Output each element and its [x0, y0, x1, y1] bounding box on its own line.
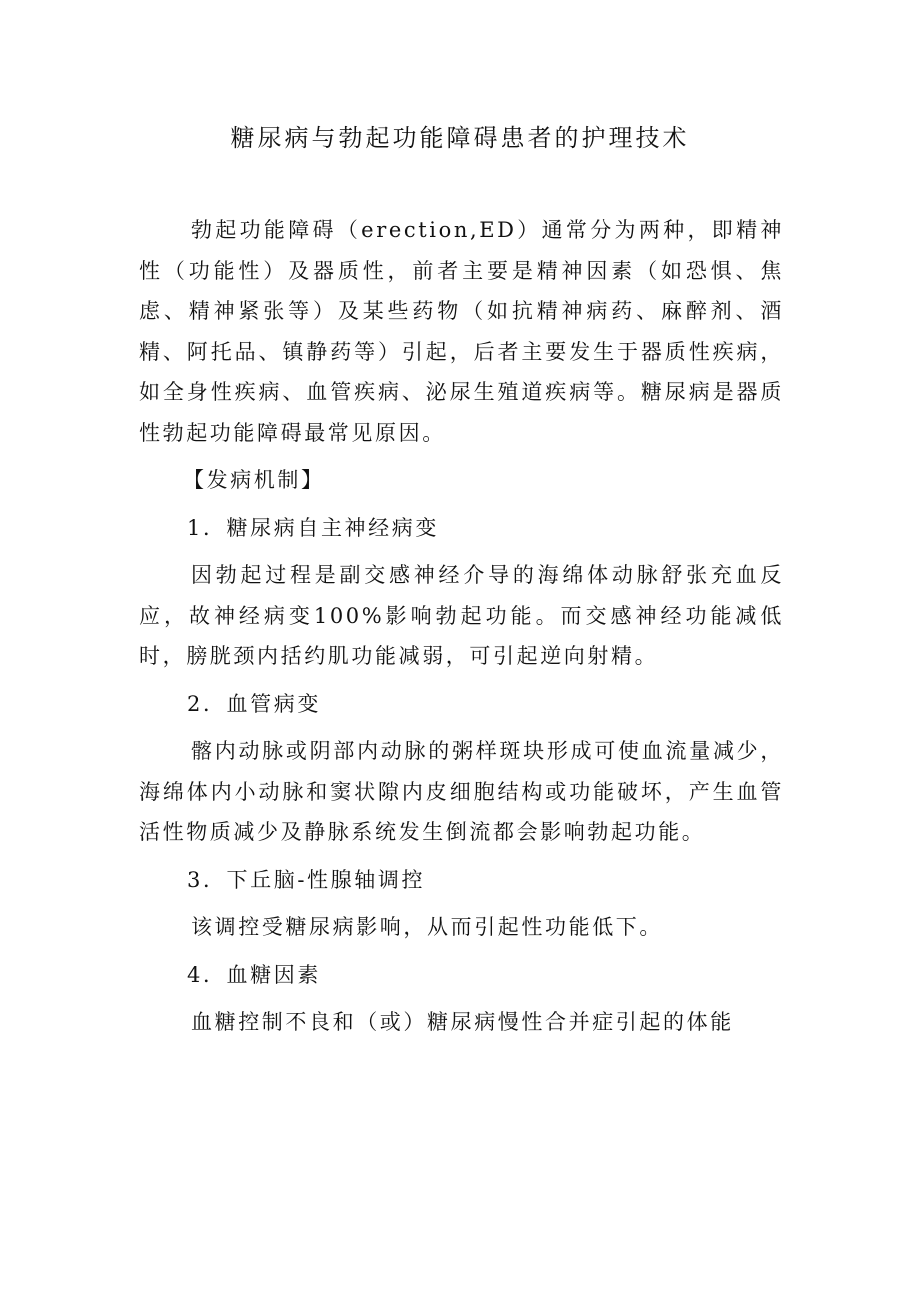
intro-paragraph: 勃起功能障碍（erection,ED）通常分为两种，即精神性（功能性）及器质性，前者主要是精神因素（如恐惧、焦虑、精神紧张等）及某些药物（如抗精神病药、麻醉剂、酒精、阿托品、镇静药等）引起，后者主要发生于器质性疾病，如全身性疾病、血管疾病、泌尿生殖道疾病等。糖尿病是器质性勃起功能障碍最常见原因。 — [139, 218, 784, 445]
document-body — [139, 210, 784, 1043]
item-text-2: 髂内动脉或阴部内动脉的粥样斑块形成可使血流量减少，海绵体内小动脉和窦状隙内皮细胞结构或功能破坏，产生血管活性物质减少及静脉系统发生倒流都会影响勃起功能。 — [139, 739, 784, 844]
document-title: 糖尿病与勃起功能障碍患者的护理技术 — [230, 124, 690, 152]
item-heading-2: 2．血管病变 — [187, 691, 321, 716]
item-text-1: 因勃起过程是副交感神经介导的海绵体动脉舒张充血反应，故神经病变100%影响勃起功能。而交感神经功能减低时，膀胱颈内括约肌功能减弱，可引起逆向射精。 — [139, 563, 784, 668]
item-heading-4: 4．血糖因素 — [187, 962, 321, 987]
section-heading-pathogenesis: 【发病机制】 — [183, 468, 325, 492]
item-text-4: 血糖控制不良和（或）糖尿病慢性合并症引起的体能 — [191, 1010, 734, 1034]
item-heading-3: 3．下丘脑-性腺轴调控 — [187, 867, 426, 892]
item-text-3: 该调控受糖尿病影响，从而引起性功能低下。 — [191, 915, 663, 939]
item-heading-1: 1．糖尿病自主神经病变 — [187, 515, 439, 540]
